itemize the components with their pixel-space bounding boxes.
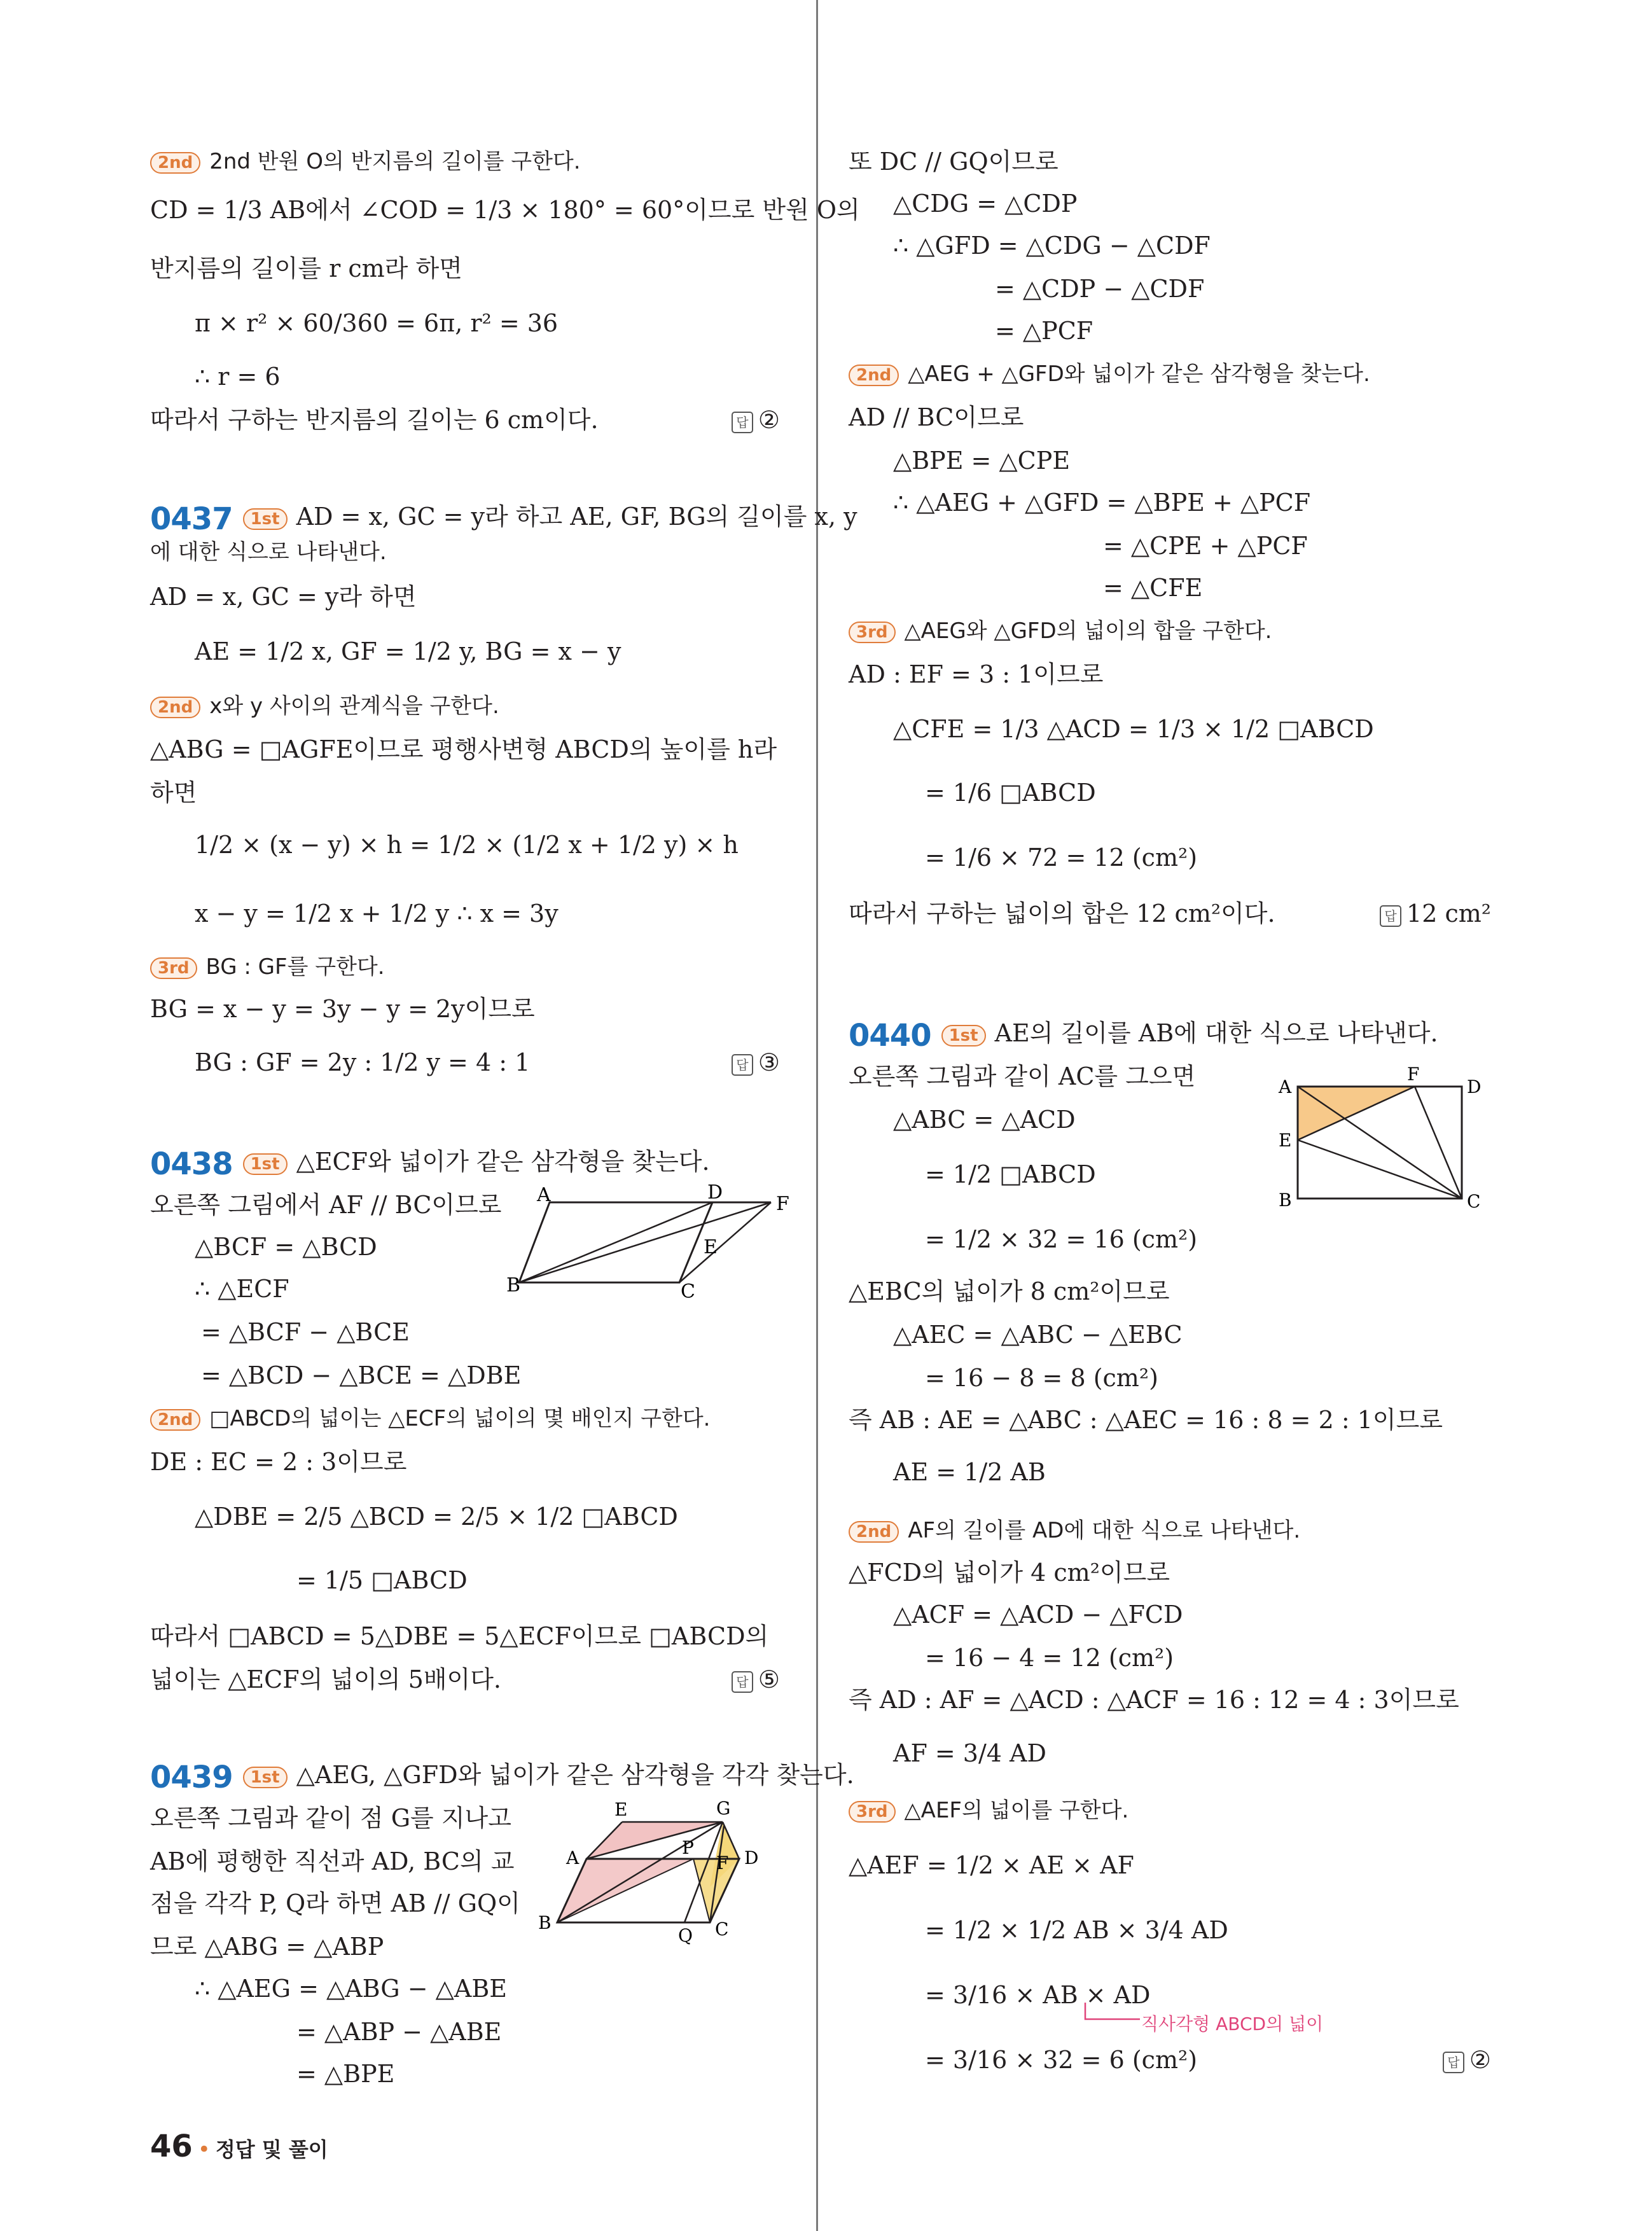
point-label: Q bbox=[678, 1925, 693, 1946]
figure-0439 bbox=[538, 1798, 774, 1946]
formula-line: = 1/6 × 72 = 12 (cm²) bbox=[925, 844, 1198, 872]
text-line: 2nd 반원 O의 반지름의 길이를 구한다. bbox=[209, 149, 581, 174]
formula-line: = 16 − 4 = 12 (cm²) bbox=[925, 1644, 1174, 1672]
formula-line: AE = 1/2 x, GF = 1/2 y, BG = x − y bbox=[195, 637, 621, 665]
problem-header bbox=[150, 1758, 854, 1794]
formula-line: ∴ △ECF bbox=[195, 1275, 289, 1303]
segment-cf bbox=[679, 1202, 771, 1282]
answer-value: ② bbox=[1469, 2046, 1491, 2074]
formula-line: = 1/2 □ABCD bbox=[925, 1160, 1096, 1188]
formula-line: △CFE = 1/3 △ACD = 1/3 × 1/2 □ABCD bbox=[893, 715, 1374, 743]
answer-value: ⑤ bbox=[758, 1665, 780, 1693]
formula-line: ∴ r = 6 bbox=[195, 363, 281, 391]
formula-line: = 1/6 □ABCD bbox=[925, 779, 1096, 807]
answer-mark bbox=[732, 1663, 780, 1696]
point-label: A bbox=[566, 1847, 580, 1868]
text-line: 따라서 구하는 반지름의 길이는 6 cm이다. bbox=[150, 406, 599, 434]
text-line: 오른쪽 그림과 같이 AC를 그으면 bbox=[849, 1062, 1196, 1090]
formula-line: = 3/16 × 32 = 6 (cm²) bbox=[925, 2046, 1198, 2074]
text-line: △AEF의 넓이를 구한다. bbox=[904, 1798, 1129, 1823]
step-badge: 1st bbox=[243, 508, 288, 530]
formula-line: △AEC = △ABC − △EBC bbox=[893, 1321, 1183, 1349]
formula-line: = △ABP − △ABE bbox=[296, 2018, 502, 2046]
text-line: 따라서 구하는 넓이의 합은 12 cm²이다. bbox=[849, 900, 1275, 928]
step-badge: 2nd bbox=[150, 697, 200, 718]
text-line: CD = 1/3 AB에서 ∠COD = 1/3 × 180° = 60°이므로 반원 O의 bbox=[150, 196, 860, 224]
text-line: △EBC의 넓이가 8 cm²이므로 bbox=[849, 1277, 1170, 1305]
point-label: G bbox=[716, 1798, 731, 1819]
formula-line: = △CFE bbox=[1103, 574, 1203, 602]
answer-value: 12 cm² bbox=[1406, 900, 1491, 928]
formula-line: ∴ △GFD = △CDG − △CDF bbox=[893, 232, 1211, 260]
column-divider bbox=[816, 0, 818, 2231]
step-badge: 2nd bbox=[150, 152, 200, 174]
formula-line: AF = 3/4 AD bbox=[893, 1739, 1046, 1767]
figure-0440 bbox=[1272, 1065, 1489, 1213]
answer-mark bbox=[732, 403, 780, 436]
formula-line: = 1/2 × 32 = 16 (cm²) bbox=[925, 1225, 1198, 1253]
step-badge: 3rd bbox=[849, 1801, 896, 1823]
step-line bbox=[849, 615, 1272, 648]
problem-header bbox=[150, 500, 857, 536]
step-badge: 1st bbox=[941, 1025, 986, 1046]
text-line: 따라서 □ABCD = 5△DBE = 5△ECF이므로 □ABCD의 bbox=[150, 1622, 769, 1650]
text-line: △AEG와 △GFD의 넓이의 합을 구한다. bbox=[904, 618, 1272, 644]
point-label: A bbox=[1279, 1076, 1292, 1097]
answer-icon: 답 bbox=[732, 1054, 753, 1076]
formula-line: = 3/16 × AB × AD bbox=[925, 1981, 1151, 2009]
text-line: AE의 길이를 AB에 대한 식으로 나타낸다. bbox=[994, 1019, 1438, 1047]
point-label: E bbox=[704, 1236, 718, 1258]
text-line: 오른쪽 그림에서 AF // BC이므로 bbox=[150, 1191, 502, 1219]
formula-line: 1/2 × (x − y) × h = 1/2 × (1/2 x + 1/2 y) × h bbox=[195, 831, 739, 859]
text-line: BG = x − y = 3y − y = 2y이므로 bbox=[150, 995, 535, 1023]
step-badge: 1st bbox=[243, 1767, 288, 1788]
text-line: △ECF와 넓이가 같은 삼각형을 찾는다. bbox=[296, 1148, 710, 1176]
step-badge: 2nd bbox=[150, 1409, 200, 1431]
formula-line: = 1/2 × 1/2 AB × 3/4 AD bbox=[925, 1916, 1228, 1944]
step-line bbox=[849, 358, 1370, 391]
formula-line: = △CPE + △PCF bbox=[1103, 532, 1308, 560]
answer-icon: 답 bbox=[1380, 905, 1401, 927]
step-badge: 2nd bbox=[849, 365, 899, 386]
footer-title: 정답 및 풀이 bbox=[215, 2137, 328, 2162]
text-line: □ABCD의 넓이는 △ECF의 넓이의 몇 배인지 구한다. bbox=[209, 1406, 711, 1431]
step-badge: 1st bbox=[243, 1153, 288, 1175]
formula-line: ∴ △AEG = △ABG − △ABE bbox=[195, 1975, 507, 2003]
text-line: 즉 AD : AF = △ACD : △ACF = 16 : 12 = 4 : 3이므로 bbox=[849, 1686, 1459, 1714]
formula-line: = 16 − 8 = 8 (cm²) bbox=[925, 1364, 1158, 1392]
text-line: AB에 평행한 직선과 AD, BC의 교 bbox=[150, 1847, 515, 1875]
step-line bbox=[849, 1514, 1300, 1547]
formula-line: = △BPE bbox=[296, 2060, 395, 2088]
text-line: 에 대한 식으로 나타낸다. bbox=[150, 539, 387, 565]
formula-line: △ACF = △ACD − △FCD bbox=[893, 1601, 1183, 1629]
formula-line: = △BCF − △BCE bbox=[201, 1318, 410, 1346]
point-label: F bbox=[1407, 1064, 1420, 1085]
text-line: △AEG, △GFD와 넓이가 같은 삼각형을 각각 찾는다. bbox=[296, 1761, 854, 1789]
text-line: BG : GF를 구한다. bbox=[205, 954, 385, 980]
text-line: 반지름의 길이를 r cm라 하면 bbox=[150, 254, 462, 282]
answer-mark bbox=[732, 1046, 780, 1079]
bracket-line bbox=[1085, 2003, 1140, 2019]
answer-value: ② bbox=[758, 406, 780, 434]
point-label: E bbox=[1279, 1130, 1292, 1151]
text-line: AF의 길이를 AD에 대한 식으로 나타낸다. bbox=[908, 1518, 1301, 1543]
text-line: 또 DC // GQ이므로 bbox=[849, 148, 1059, 176]
point-label: C bbox=[715, 1919, 729, 1940]
right-column bbox=[849, 0, 1491, 2231]
formula-line: AE = 1/2 AB bbox=[893, 1458, 1046, 1486]
text-line: AD : EF = 3 : 1이므로 bbox=[849, 660, 1104, 688]
text-line: 점을 각각 P, Q라 하면 AB // GQ이 bbox=[150, 1889, 520, 1917]
point-label: C bbox=[1467, 1191, 1481, 1212]
text-line: AD = x, GC = y라 하고 AE, GF, BG의 길이를 x, y bbox=[296, 503, 857, 531]
segment-ec bbox=[1298, 1140, 1462, 1199]
answer-icon: 답 bbox=[1443, 2052, 1464, 2073]
point-label: D bbox=[1467, 1076, 1482, 1097]
step-badge: 3rd bbox=[150, 957, 197, 979]
answer-mark bbox=[1443, 2043, 1491, 2076]
figure-0438 bbox=[506, 1181, 812, 1303]
area-annotation: 직사각형 ABCD의 넓이 bbox=[1141, 2013, 1324, 2034]
answer-icon: 답 bbox=[732, 1671, 753, 1693]
point-label: B bbox=[506, 1274, 521, 1296]
formula-line: △BCF = △BCD bbox=[195, 1233, 377, 1261]
step-line bbox=[150, 690, 499, 723]
answer-icon: 답 bbox=[732, 412, 753, 433]
problem-number: 0437 bbox=[150, 501, 233, 537]
text-line: 므로 △ABG = △ABP bbox=[150, 1933, 384, 1961]
answer-mark bbox=[1380, 897, 1491, 930]
problem-number: 0438 bbox=[150, 1146, 233, 1182]
step-line bbox=[150, 145, 581, 178]
page-footer bbox=[150, 2129, 328, 2164]
problem-header bbox=[150, 1145, 710, 1181]
step-line bbox=[150, 950, 385, 983]
text-line: AD // BC이므로 bbox=[849, 403, 1024, 431]
text-line: AD = x, GC = y라 하면 bbox=[150, 583, 417, 611]
text-line: 넓이는 △ECF의 넓이의 5배이다. bbox=[150, 1665, 501, 1693]
text-line: x와 y 사이의 관계식을 구한다. bbox=[209, 693, 499, 719]
point-label: D bbox=[707, 1181, 723, 1204]
annotation-bracket bbox=[1083, 2003, 1140, 2026]
point-label: A bbox=[537, 1184, 551, 1206]
formula-line: △BPE = △CPE bbox=[893, 447, 1071, 475]
point-label: C bbox=[681, 1281, 695, 1303]
formula-line: x − y = 1/2 x + 1/2 y ∴ x = 3y bbox=[195, 900, 559, 928]
point-label: B bbox=[538, 1912, 552, 1933]
formula-line: = △BCD − △BCE = △DBE bbox=[201, 1361, 522, 1389]
formula-line: △AEF = 1/2 × AE × AF bbox=[849, 1851, 1134, 1879]
point-label: F bbox=[716, 1852, 729, 1873]
formula-line: ∴ △AEG + △GFD = △BPE + △PCF bbox=[893, 489, 1311, 517]
point-label: F bbox=[776, 1193, 789, 1215]
step-badge: 3rd bbox=[849, 622, 896, 643]
text-line: △FCD의 넓이가 4 cm²이므로 bbox=[849, 1559, 1170, 1587]
text-line: 하면 bbox=[150, 779, 197, 807]
step-line bbox=[150, 1402, 711, 1435]
point-label: B bbox=[1279, 1190, 1292, 1211]
formula-line: BG : GF = 2y : 1/2 y = 4 : 1 bbox=[195, 1048, 531, 1076]
text-line: 즉 AB : AE = △ABC : △AEC = 16 : 8 = 2 : 1이므로 bbox=[849, 1406, 1443, 1434]
footer-bullet: • bbox=[197, 2137, 211, 2162]
formula-line: △CDG = △CDP bbox=[893, 190, 1078, 218]
problem-number: 0440 bbox=[849, 1017, 931, 1053]
formula-line: π × r² × 60/360 = 6π, r² = 36 bbox=[195, 309, 559, 337]
answer-value: ③ bbox=[758, 1048, 780, 1076]
formula-line: = △PCF bbox=[995, 317, 1093, 345]
text-line: △ABG = □AGFE이므로 평행사변형 ABCD의 높이를 h라 bbox=[150, 735, 777, 763]
formula-line: △DBE = 2/5 △BCD = 2/5 × 1/2 □ABCD bbox=[195, 1503, 678, 1531]
text-line: △AEG + △GFD와 넓이가 같은 삼각형을 찾는다. bbox=[908, 361, 1370, 387]
formula-line: = △CDP − △CDF bbox=[995, 275, 1205, 303]
point-label: D bbox=[744, 1847, 759, 1868]
text-line: 오른쪽 그림과 같이 점 G를 지나고 bbox=[150, 1804, 511, 1832]
point-label: E bbox=[614, 1799, 628, 1820]
point-label: P bbox=[682, 1837, 694, 1858]
formula-line: = 1/5 □ABCD bbox=[296, 1566, 468, 1594]
step-line bbox=[849, 1794, 1128, 1827]
left-column bbox=[150, 0, 860, 2231]
problem-header bbox=[849, 1017, 1438, 1052]
page-number: 46 bbox=[150, 2129, 193, 2164]
segment-bf bbox=[519, 1202, 771, 1282]
problem-number: 0439 bbox=[150, 1759, 233, 1795]
formula-line: △ABC = △ACD bbox=[893, 1106, 1076, 1134]
text-line: DE : EC = 2 : 3이므로 bbox=[150, 1448, 407, 1476]
step-badge: 2nd bbox=[849, 1521, 899, 1543]
